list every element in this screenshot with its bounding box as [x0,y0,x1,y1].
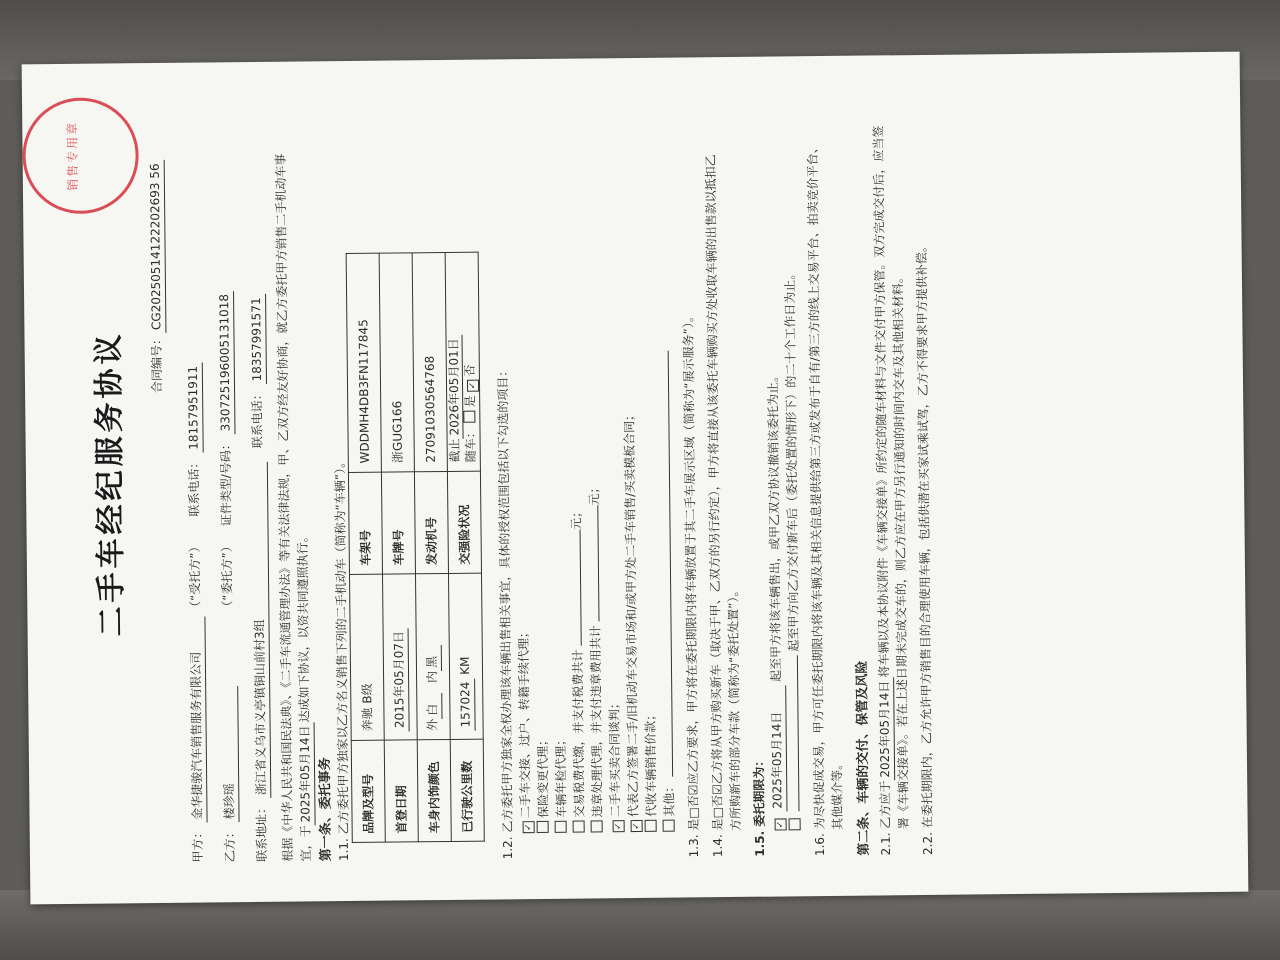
preamble-line-2: 宜，于2025年05月14日达成如下协议，以资共同遵照执行。 [295,530,316,861]
option-inspection: 车辆年检代理； [553,734,571,833]
contract-number: 合同编号：CG20250514122202693 56 [147,160,167,393]
option-insurance: 保险变更代理； [535,734,553,833]
option-tax-checkbox[interactable] [573,821,585,833]
clause-2-2: 2.2. 在委托期限内，乙方允许甲方销售目的合理使用车辆，包括供潜在买家试乘试驾，乙方不得要求甲方提供补偿。 [914,240,935,856]
plate-label: 车牌号 [381,471,415,574]
option-insurance-checkbox[interactable] [537,821,549,833]
with-car-no-checkbox[interactable] [467,379,479,391]
option-handover-checkbox[interactable] [523,821,535,833]
option-violation-checkbox[interactable] [591,820,603,832]
document-title: 二手车经纪服务协议 [91,330,130,637]
color-value: 外白 内黑 [415,573,450,739]
option-negotiation-checkbox[interactable] [613,820,625,832]
brand-value: 奔驰 B级 [349,574,384,740]
clause-1-2: 1.2. 乙方委托甲方独家全权办理该车辆出售相关事宜，具体的授权范围包括以下勾选的项目： [495,364,515,860]
section-2-heading: 第二条、车辆的交付、保管及风险 [854,660,872,856]
option-tax: 交易税费代缴，并支付税费共计 元； [568,506,588,833]
term-option-2-checkbox[interactable] [789,818,801,830]
with-car-yes-checkbox[interactable] [463,410,475,422]
reg-date-value: 2015年05月07日 [382,574,417,740]
option-other: 其他： [657,351,679,832]
plate-value: 浙GUG166 [379,253,414,472]
clause-1-3: 1.3. 是□否☑应乙方要求，甲方将在委托期限内将车辆放置于其二手车展示区域（简称为“展示服务”）。 [681,310,701,858]
clause-1-6-line-2: 其他媒介等。 [829,757,845,830]
clause-1-6-line-1: 1.6. 为尽快促成交易，甲方可任委托期限内将该车辆及其相关信息提供给第三方或发布于自有/第三方的线上交易平台、拍卖竞价平台、 [805,141,827,857]
reg-date-label: 首登日期 [384,739,418,842]
option-other-checkbox[interactable] [663,820,675,832]
clause-2-1-line-2: 署《车辆交接单》。若在上述日期未完成交车的，则乙方应在甲方另行通知的时间内交车及其他相关材料。 [890,271,911,830]
vin-value: WDDMH4DB3FN117845 [346,253,381,472]
preamble-line-1: 根据《中华人民共和国民法典》、《二手车流通管理办法》等有关法律法规，甲、乙双方经友好协商，就乙方委托甲方销售二手机动车事 [273,153,295,862]
term-option-1-checkbox[interactable] [775,818,787,830]
clause-1-4-line-2: 方所购新车的部分车款（简称为“委托处置”）。 [726,584,743,832]
mileage-label: 已行驶公里数 [450,739,484,842]
option-sign-contract: ✓ 代表乙方签署二手/旧机动车交易市场和/或甲方处二手车销售/买卖模板合同； [621,409,642,832]
clause-2-1-line-1: 2.1. 乙方应于2025年05月14日将车辆以及本协议附件《车辆交接单》所约定的随车材料与文件交付甲方保管。双方完成交付后，应当签 [870,126,895,856]
mileage-value: 157024 KM [448,573,483,739]
option-sign-contract-checkbox[interactable] [631,820,643,832]
party-b-address-row: 联系地址： 浙江省义乌市义亭镇铜山前村3组 联系电话： 18357991571 [248,294,272,862]
option-handover: ✓ 二手车交接、过户、转籍手续代理； [516,626,535,833]
color-label: 车身内饰颜色 [417,739,451,842]
clause-1-1: 1.1. 乙方委托甲方独家以乙方名义销售下列的二手机动车（简称为“车辆”）。 [332,455,351,862]
brand-label: 品牌及型号 [351,740,385,843]
clause-1-4-line-1: 1.4. 是□否☑乙方将从甲方购买新车（取决于甲、乙双方的另行约定），甲方将直接从该委托车辆购买方处收取车辆的出售款以抵扣乙 [703,154,725,858]
option-inspection-checkbox[interactable] [555,821,567,833]
term-option-1: ✓ 2025年05月14日 起至甲方将该车辆售出，或甲乙双方协议撤销该委托为止。 [765,370,788,831]
option-negotiation: ✓二手车买卖合同谈判； [606,697,624,832]
insurance-label: 交强险状况 [447,471,481,574]
term-option-2: 起至甲方向乙方交付新车后（委托处置的情形下）的二十个工作日为止。 [782,268,805,831]
contract-page [62,93,1110,864]
paper-sheet [22,52,1249,905]
vehicle-info-table [346,252,485,843]
section-1-heading: 第一条、委托事务 [317,757,334,862]
engine-label: 发动机号 [414,471,448,574]
engine-value: 27091030564768 [412,252,447,471]
clause-1-5: 1.5. 委托期限为： [751,754,767,857]
vin-label: 车架号 [348,472,382,575]
option-violation: 违章处理代理，并支付违章费用共计 元； [586,481,606,832]
company-seal: 销售专用章 [22,97,139,214]
party-b-row: 乙方： 楼珍瑶 （“委托方”） 证件类型/号码： 330725196005131018 [216,291,240,862]
option-collect-payment: 代收车辆销售价款； [642,709,660,832]
insurance-value: 截止2026年05月01日 随车： 是 ✓否 [445,252,480,471]
party-a-row: 甲方： 金华捷骏汽车销售服务有限公司 （“受托方”） 联系电话： 18157951911 [185,363,208,863]
option-collect-payment-checkbox[interactable] [645,820,657,832]
